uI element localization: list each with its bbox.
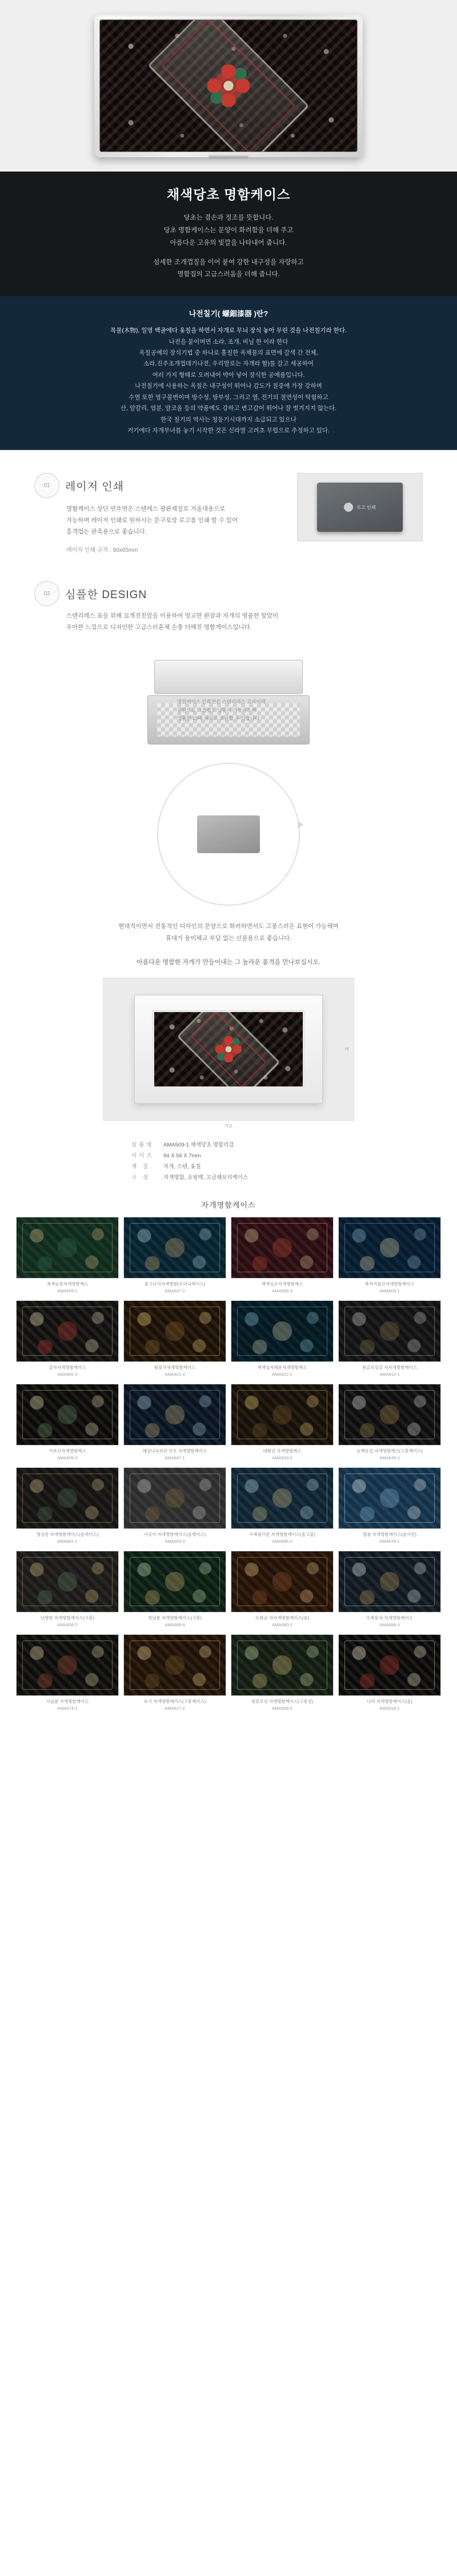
gallery-thumbnail-frame — [237, 1390, 327, 1439]
gallery-item[interactable] — [231, 1217, 334, 1295]
modern-description — [0, 906, 457, 945]
gallery-item[interactable] — [16, 1551, 119, 1629]
gallery-thumbnail-frame — [237, 1557, 327, 1606]
case-lid — [154, 660, 303, 694]
gallery-item[interactable] — [16, 1467, 119, 1545]
gallery-item-name: 해상나곡자산 산호 자개명함케이스 — [142, 1448, 207, 1454]
title-line-5: 명함집의 고급스러움을 더해 줍니다. — [177, 271, 280, 278]
gallery-thumbnail[interactable] — [16, 1551, 119, 1613]
gallery-item-name: 원글모심금 자자개명함케이스 — [362, 1365, 418, 1371]
spec-row — [131, 1150, 326, 1161]
arrow-icon — [298, 821, 303, 829]
laser-spec-note: 레이직 인쇄 규격 : 90x65mm — [66, 547, 138, 554]
gallery-item-name: 도화군 자자개명함케이스(솜) — [255, 1615, 310, 1621]
business-card-case — [94, 14, 363, 157]
gallery-item[interactable] — [16, 1217, 119, 1295]
gallery-thumbnail-frame — [344, 1474, 435, 1523]
gallery-thumbnail-frame — [344, 1641, 435, 1690]
najeon-p2: 나전을 붙이며면 소라, 조개, 비닐 한 이라 한다 — [169, 338, 288, 345]
gallery-item[interactable] — [338, 1300, 441, 1378]
gallery-caption — [123, 1448, 226, 1462]
gallery-thumbnail-frame — [130, 1557, 220, 1606]
gallery-thumbnail-frame — [130, 1474, 220, 1523]
gallery-thumbnail-frame — [22, 1307, 113, 1356]
gallery-thumbnail-frame — [22, 1390, 113, 1439]
najeon-p10: 거기에다 자개부녀를 놓기 시작한 것은 신라말 고려초 무렵으로 추정하고 있다. — [127, 427, 330, 435]
laser-section-title: 레이저 인쇄 — [65, 480, 125, 493]
gallery-item-code: AMA810-1 — [379, 1372, 400, 1377]
gallery-thumbnail-frame — [344, 1307, 435, 1356]
gallery-item-name: 수복문자 자개명함케이스 — [366, 1615, 413, 1621]
spec-row — [131, 1140, 326, 1150]
gallery-thumbnail[interactable] — [231, 1217, 334, 1279]
gallery-thumbnail[interactable] — [123, 1217, 226, 1279]
gallery-thumbnail[interactable] — [231, 1300, 334, 1362]
gallery-item-name: 대왕김 자개명함케스 — [263, 1448, 302, 1454]
gallery-item-code: AMA688-2 — [272, 1539, 292, 1544]
title-band — [0, 172, 457, 296]
gallery-thumbnail-frame — [344, 1557, 435, 1606]
gallery-item[interactable] — [123, 1384, 226, 1462]
gallery-item[interactable] — [123, 1300, 226, 1378]
najeon-p1: 목물(木物), 일명 백골에다 옻칠을 하면서 자개로 무늬 장식 놓아 무린 것을 나전칠기라 한다. — [110, 327, 347, 335]
title-line-3: 아름다운 고유의 빛깔을 나타내어 줍니다. — [170, 239, 287, 246]
laser-body-1: 명함케이스 상단 연푸면은 스텐레스 광판재질로 거울대용으로 — [66, 505, 226, 513]
gallery-item-name: 평꽃모심 자개명함케이스(고흥성) — [251, 1699, 314, 1705]
design-callout — [177, 698, 320, 722]
gallery-thumbnail[interactable] — [338, 1634, 441, 1696]
gallery-item-name: 원꽃가자개명함케이스 — [154, 1365, 196, 1371]
gallery-thumbnail-frame — [237, 1223, 327, 1272]
laser-body-2: 가능하며 레이저 인쇄로 원하시는 문구포앙 로고를 인쇄 할 수 있어 — [66, 517, 238, 524]
spec-table — [131, 1140, 326, 1183]
gallery-caption — [16, 1531, 119, 1545]
gallery-caption — [123, 1364, 226, 1378]
gallery-thumbnail[interactable] — [338, 1217, 441, 1279]
section-badge-01: 01 — [34, 473, 59, 498]
open-case-figure — [0, 639, 457, 751]
najeon-p4: 소라,진주조개껍데기나전, 우리말로는 자개라 함)를 갈고 세공하여 — [143, 360, 314, 368]
spec-value: 94 X 56 X 7mm — [163, 1153, 201, 1160]
najeon-p3: 옥칠공예의 장식기법 중 하나로 훌칠한 옥채물의 표면에 갈색 간 전체, — [139, 349, 318, 357]
title-line-2: 당초 명함케이스는 문양이 화려함을 더해 주고 — [163, 226, 294, 234]
gallery-thumbnail-frame — [130, 1223, 220, 1272]
design-callout-3: 명품한 15매 내외로 보관할 수 있습니다. — [177, 715, 261, 721]
gallery-thumbnail-frame — [130, 1390, 220, 1439]
ring-graphic — [157, 763, 300, 906]
gallery-heading: 자개명함케이스 — [201, 1201, 256, 1210]
gift-message: 아름다운 명함한 자개가 만들어내는 그 놀라운 품격을 만나보십시오. — [137, 959, 320, 966]
gallery-item[interactable] — [123, 1634, 226, 1712]
gallery-caption — [231, 1698, 334, 1712]
gallery-item-code: AMA608-2 — [57, 1622, 78, 1628]
gallery-caption — [338, 1615, 441, 1629]
najeon-p7: 수열 또한 영구불변이며 방수성, 방부성, 그리고 열, 전기의 절연성이 탁월하고 — [129, 393, 328, 401]
gallery-item-code: AMA681-1 — [57, 1539, 78, 1544]
gallery-thumbnail[interactable] — [338, 1467, 441, 1529]
gallery-item-code: AMA688-3 — [379, 1622, 400, 1628]
flower-motif-icon-small — [215, 1036, 242, 1062]
laser-card-logo-text: 로고 인쇄 — [356, 504, 376, 510]
gallery-caption — [231, 1364, 334, 1378]
page-title: 채색당초 명함케이스 — [166, 187, 291, 202]
najeon-heading: 나전칠기( 螺鈿漆器 )란? — [189, 309, 268, 318]
gallery-thumbnail[interactable] — [16, 1634, 119, 1696]
gallery-item-code: AMA617-2 — [165, 1706, 185, 1711]
gallery-item[interactable] — [338, 1217, 441, 1295]
gallery-item[interactable] — [338, 1634, 441, 1712]
gallery-thumbnail[interactable] — [16, 1300, 119, 1362]
gallery-item[interactable] — [231, 1384, 334, 1462]
gallery-thumbnail[interactable] — [16, 1217, 119, 1279]
gallery-item-code: AMA622-1 — [272, 1372, 292, 1377]
laser-body-3: 홍객업는 판촉용으로 좋습니다. — [66, 528, 147, 536]
gallery-thumbnail[interactable] — [123, 1634, 226, 1696]
ring-center-case — [197, 815, 260, 853]
gallery-caption — [123, 1281, 226, 1295]
gallery-thumbnail[interactable] — [123, 1300, 226, 1362]
gallery-item-code: AMA609-1 — [57, 1288, 78, 1294]
gallery-item[interactable] — [231, 1634, 334, 1712]
spec-row — [131, 1161, 326, 1172]
gallery-caption — [231, 1615, 334, 1629]
gallery-thumbnail[interactable] — [338, 1384, 441, 1446]
gallery-item-name: 명상문 자개명함케이스(솜케이스) — [36, 1532, 99, 1538]
gallery-item-name: 발롬 자개명함케이스(솜이린) — [362, 1532, 417, 1538]
gallery-thumbnail[interactable] — [338, 1300, 441, 1362]
gallery-item-name: 뉴책동김 자개명함케스(고흥케이스) — [356, 1448, 423, 1454]
gallery-item-code: AMA027-2 — [165, 1288, 185, 1294]
spec-value: AMA509-1 채색당초 명함리갑 — [163, 1142, 234, 1149]
gallery-item-code: AMA509-2 — [272, 1706, 292, 1711]
gallery-thumbnail[interactable] — [16, 1384, 119, 1446]
gallery-item-name: 수복원사문 자개명함케이스(솜고물) — [249, 1532, 315, 1538]
gallery-thumbnail[interactable] — [231, 1551, 334, 1613]
gallery-caption — [338, 1698, 441, 1712]
gallery-item[interactable] — [231, 1467, 334, 1545]
gallery-caption — [231, 1531, 334, 1545]
spec-key: 구 성 — [131, 1174, 150, 1181]
gallery-thumbnail[interactable] — [123, 1551, 226, 1613]
gallery-item[interactable] — [16, 1634, 119, 1712]
gallery-item-name: 폭적거풀산자개명함케이스 — [364, 1281, 415, 1287]
najeon-p5: 여러 가지 형태로 오려내어 박아 넣어 장식한 공예품입니다. — [152, 371, 305, 379]
title-line-4: 섬세한 조개껍질을 이어 붙여 강한 내구성을 자랑하고 — [153, 258, 304, 266]
flower-motif-icon — [207, 65, 250, 107]
gallery-thumbnail[interactable] — [231, 1467, 334, 1529]
gallery-item-name: 사공이 자개명함케이스(솜케이스) — [143, 1532, 206, 1538]
gallery-item[interactable] — [338, 1384, 441, 1462]
gallery-item-name: 로기 자개명함케이스(고흥케이스) — [143, 1699, 206, 1705]
gallery-item-code: AMA921-4 — [165, 1372, 185, 1377]
spec-row — [131, 1172, 326, 1183]
hero-product-image — [0, 0, 457, 172]
gallery-item-name: 폭색능꽃자개명함케스 — [46, 1281, 89, 1287]
product-gallery — [0, 1217, 457, 1735]
gallery-item[interactable] — [231, 1300, 334, 1378]
title-line-1: 당초는 겸손과 정조를 뜻합니다. — [183, 214, 274, 221]
gallery-item-name: 거부산자개명함케스 — [49, 1448, 86, 1454]
gallery-thumbnail-frame — [22, 1223, 113, 1272]
gallery-item[interactable] — [123, 1551, 226, 1629]
design-section-title: 심플한 DESIGN — [65, 588, 147, 601]
laser-section — [0, 450, 457, 562]
gallery-thumbnail-frame — [237, 1307, 327, 1356]
gallery-caption — [123, 1698, 226, 1712]
gallery-caption — [16, 1364, 119, 1378]
gallery-item-code: AMA603-1 — [379, 1288, 400, 1294]
gallery-item[interactable] — [16, 1300, 119, 1378]
najeon-p8: 산, 알칼리, 염분, 알코올 등의 약품에도 강하고 변고감이 뛰어나 잘 벗겨지지 않는다. — [120, 405, 337, 412]
gallery-thumbnail[interactable] — [16, 1467, 119, 1529]
gallery-item-name: 청남문 자개명함케이스(고흥) — [147, 1615, 202, 1621]
modern-line-1: 현대적이면서 전통적인 디자인의 문양으로 화려하면서도 고풍스러운 표현이 가능해며 — [118, 923, 339, 930]
gallery-thumbnail[interactable] — [231, 1384, 334, 1446]
gallery-item-name: 책색십조자개명함케스 — [261, 1281, 303, 1287]
gallery-caption — [123, 1531, 226, 1545]
gallery-item[interactable] — [338, 1551, 441, 1629]
laser-sample-image — [297, 473, 423, 542]
gallery-thumbnail-frame — [130, 1307, 220, 1356]
design-body-2: 우아한 느낌으로 디자인한 고급스러훈체 손충 더해진 명함게이스입니다. — [66, 624, 252, 631]
gallery-item-code: AMA688-4 — [165, 1622, 185, 1628]
design-section — [0, 562, 457, 639]
circular-diagram — [0, 763, 457, 906]
gallery-thumbnail[interactable] — [231, 1634, 334, 1696]
gallery-caption — [16, 1281, 119, 1295]
gallery-item-code: AMA902-2 — [57, 1372, 78, 1377]
gift-box-image — [103, 978, 354, 1121]
gift-box — [134, 995, 323, 1104]
najeon-info-section — [0, 296, 457, 450]
gallery-caption — [338, 1364, 441, 1378]
gallery-item-name: 사슴문 자개명함케이스 — [46, 1699, 89, 1705]
hinge-icon — [209, 154, 248, 158]
design-body-1: 스텐리레스 표을 위해 꼬개진친알을 이용하여 멍교한 완잠과 자개의 명품한 앞았이 — [66, 612, 279, 620]
gallery-item-code: AMA674-1 — [57, 1706, 78, 1711]
gallery-thumbnail[interactable] — [123, 1467, 226, 1529]
gallery-item-code: AMA678-1 — [379, 1539, 400, 1544]
gallery-item-name: 나비 자개명함케이스(솜) — [367, 1699, 412, 1705]
gallery-thumbnail[interactable] — [338, 1551, 441, 1613]
gallery-item-name: 난향문 자개명함케이스(고흥) — [40, 1615, 95, 1621]
gallery-item-code: AMA663-3 — [165, 1539, 185, 1544]
gallery-item[interactable] — [338, 1467, 441, 1545]
gallery-item-code: AMA509-3 — [272, 1288, 292, 1294]
gallery-caption — [16, 1698, 119, 1712]
gallery-caption — [338, 1531, 441, 1545]
gallery-item-code: AMA680-2 — [272, 1622, 292, 1628]
gallery-thumbnail-frame — [344, 1223, 435, 1272]
gallery-item-code: AMA609-3 — [57, 1455, 78, 1461]
gallery-caption — [16, 1448, 119, 1462]
gallery-caption — [16, 1615, 119, 1629]
gallery-thumbnail[interactable] — [123, 1384, 226, 1446]
spec-key: 상품명 — [131, 1142, 154, 1149]
gallery-item-code: AMA647-1 — [165, 1455, 185, 1461]
najeon-p9: 한국 칠기의 역사는 청동기시대까지 소급되고 있으나 — [161, 416, 296, 423]
gallery-thumbnail-frame — [130, 1641, 220, 1690]
gallery-thumbnail-frame — [22, 1641, 113, 1690]
gallery-caption — [338, 1281, 441, 1295]
gallery-item[interactable] — [123, 1217, 226, 1295]
gallery-thumbnail-frame — [22, 1557, 113, 1606]
gallery-caption — [231, 1448, 334, 1462]
gallery-thumbnail-frame — [344, 1390, 435, 1439]
gallery-caption — [338, 1448, 441, 1462]
spec-value: 자개, 스텐, 옻칠 — [163, 1164, 201, 1170]
gallery-item[interactable] — [16, 1384, 119, 1462]
gallery-item-name: 홍고나석자개명함(모더니케이스) — [144, 1281, 206, 1287]
gallery-thumbnail-frame — [237, 1641, 327, 1690]
gallery-thumbnail-frame — [237, 1474, 327, 1523]
spec-key: 재 질 — [131, 1164, 150, 1170]
logo-icon — [344, 503, 353, 512]
dimension-label-vertical: 여 — [344, 1046, 349, 1052]
gallery-item[interactable] — [123, 1467, 226, 1545]
design-callout-2: 광판으로 그을렸도 남통이 가능하으며 — [177, 707, 256, 713]
case-lid-art — [99, 19, 358, 152]
laser-engraved-card — [317, 483, 403, 532]
gift-box-case — [152, 1010, 305, 1089]
gallery-item-code: AMA618-1 — [379, 1706, 400, 1711]
gallery-item-code: AMA636-2 — [379, 1455, 400, 1461]
gallery-caption — [123, 1615, 226, 1629]
spacer — [0, 250, 457, 257]
section-badge-02: 02 — [34, 581, 59, 606]
gallery-item[interactable] — [231, 1551, 334, 1629]
gallery-caption — [231, 1281, 334, 1295]
gallery-item-code: AMA503-2 — [272, 1455, 292, 1461]
design-callout-1: 명함케이스 안쪽면은 스텐리레스 코리미레 — [177, 699, 266, 705]
spec-value: 자개명함, 쇼핑백, 고급쇄보리케이스 — [163, 1174, 248, 1181]
spec-key: 사이즈 — [131, 1153, 154, 1160]
dimension-label-horizontal: 가로 — [224, 1124, 233, 1129]
gallery-item-name: 책색십자해운자개명함케스 — [257, 1365, 307, 1371]
najeon-p6: 나전칠기에 사용하는 옥칠은 내구성이 뛰어나 감도가 칠중에 가장 강하며 — [135, 383, 322, 390]
gallery-thumbnail-frame — [22, 1474, 113, 1523]
modern-line-2: 휴대가 용이해교 부담 없는 선물용으로 좋습니다. — [165, 935, 292, 942]
gallery-item-name: 금자자개명함케이스 — [49, 1365, 86, 1371]
